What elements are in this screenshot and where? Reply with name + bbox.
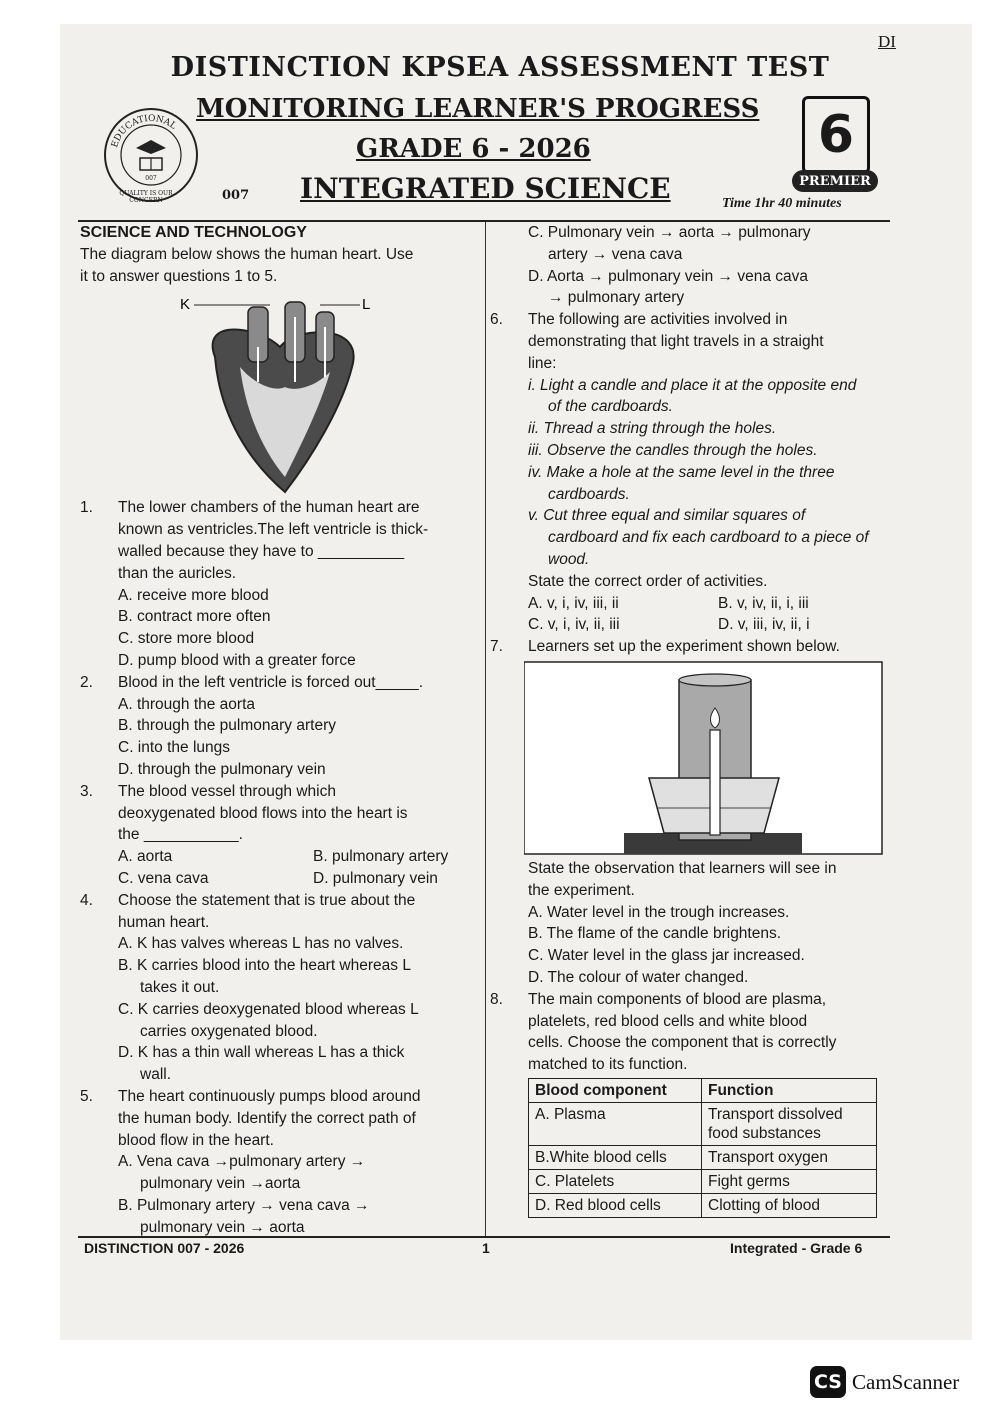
option[interactable]: B. The flame of the candle brightens. [528, 925, 782, 943]
column-header: Blood component [529, 1078, 702, 1102]
section-heading: SCIENCE AND TECHNOLOGY [80, 224, 307, 241]
table-cell: D. Red blood cells [529, 1193, 702, 1217]
question-text: human heart. [118, 913, 210, 931]
question-text: than the auricles. [118, 564, 237, 582]
options-grid [80, 868, 480, 890]
camscanner-icon: CS [810, 1366, 846, 1398]
activity-step: i. Light a candle and place it at the opposite end [528, 376, 857, 394]
blood-component-table [528, 1078, 877, 1218]
question-2 [80, 672, 480, 694]
question-4 [80, 890, 480, 934]
intro-line-1: The diagram below shows the human heart. Use [80, 245, 414, 263]
option[interactable]: A. K has valves whereas L has no valves. [118, 935, 404, 953]
activity-step: iv. Make a hole at the same level in the three [528, 463, 835, 481]
option[interactable]: B. through the pulmonary artery [118, 717, 336, 735]
question-8 [490, 989, 890, 1076]
option-continuation: wall. [140, 1066, 172, 1084]
question-7 [490, 636, 890, 658]
option-continuation: carries oxygenated blood. [140, 1022, 318, 1040]
footer-left: DISTINCTION 007 - 2026 [84, 1240, 245, 1256]
question-text: deoxygenated blood flows into the heart is [118, 804, 408, 822]
logo-tagline: QUALITY IS OUR CONCERN [119, 190, 173, 204]
grade-box: 6 [802, 96, 870, 174]
option[interactable]: C. Water level in the glass jar increased. [528, 947, 805, 965]
corner-mark: DI [878, 32, 896, 51]
question-text: the experiment. [528, 881, 635, 899]
option[interactable]: C. v, i, iv, ii, iii [528, 616, 620, 634]
footer-rule [78, 1236, 890, 1238]
option[interactable]: C. store more blood [118, 630, 255, 648]
question-text: The lower chambers of the human heart are [118, 499, 420, 517]
premier-badge: PREMIER [792, 170, 878, 192]
label-l: L [362, 296, 371, 314]
question-number: 2. [80, 673, 93, 691]
table-cell: Transport oxygen [702, 1145, 877, 1169]
activity-step-continuation: cardboard and fix each cardboard to a piece of [548, 529, 869, 547]
subject-title: INTEGRATED SCIENCE [300, 172, 671, 205]
question-text: State the observation that learners will see in [528, 859, 837, 877]
table-cell: Fight germs [702, 1169, 877, 1193]
option[interactable]: B. K carries blood into the heart whereas L [118, 957, 411, 975]
option[interactable]: C. K carries deoxygenated blood whereas L [118, 1000, 419, 1018]
option[interactable]: A. Vena cava →pulmonary artery → [118, 1153, 366, 1171]
question-number: 5. [80, 1087, 93, 1105]
option[interactable]: C. into the lungs [118, 739, 231, 757]
question-number: 3. [80, 782, 93, 800]
options-grid [80, 846, 480, 868]
option[interactable]: A. receive more blood [118, 586, 269, 604]
option[interactable]: D. Aorta → pulmonary vein → vena cava [528, 267, 808, 285]
option-continuation: takes it out. [140, 978, 220, 996]
option[interactable]: C. Pulmonary vein → aorta → pulmonary [528, 224, 811, 241]
question-text: cells. Choose the component that is correctly [528, 1034, 837, 1052]
question-text: demonstrating that light travels in a straight [528, 332, 824, 350]
activity-step-continuation: cardboards. [548, 485, 630, 503]
question-prompt: State the correct order of activities. [528, 572, 768, 590]
question-text: matched to its function. [528, 1056, 688, 1074]
options-grid [490, 614, 890, 636]
table-cell: B.White blood cells [529, 1145, 702, 1169]
option-continuation: artery → vena cava [548, 245, 683, 263]
question-text: walled because they have to __________ [118, 542, 405, 560]
option-continuation: → pulmonary artery [548, 289, 685, 307]
question-1 [80, 497, 480, 584]
table-row[interactable] [529, 1193, 877, 1217]
question-6 [490, 309, 890, 374]
heart-diagram [80, 287, 480, 497]
question-text: line: [528, 354, 557, 372]
option[interactable]: B. pulmonary artery [313, 848, 449, 866]
table-cell: Transport dissolved food substances [702, 1102, 877, 1145]
right-column [490, 222, 890, 1218]
logo-arc-text: EDUCATIONAL [110, 113, 178, 149]
option[interactable]: A. through the aorta [118, 695, 256, 713]
table-row[interactable] [529, 1169, 877, 1193]
time-allowed: Time 1hr 40 minutes [722, 196, 842, 211]
grade-line: GRADE 6 - 2026 [356, 134, 591, 164]
column-divider [485, 222, 486, 1236]
option[interactable]: D. The colour of water changed. [528, 968, 749, 986]
graduation-cap-icon [136, 140, 166, 154]
question-text: Blood in the left ventricle is forced out_____. [118, 673, 424, 691]
option[interactable]: B. Pulmonary artery → vena cava → [118, 1196, 370, 1214]
exam-title: DISTINCTION KPSEA ASSESSMENT TEST [170, 52, 830, 83]
column-header: Function [702, 1078, 877, 1102]
activity-step-continuation: of the cardboards. [548, 398, 673, 416]
question-text: blood flow in the heart. [118, 1131, 274, 1149]
option[interactable]: A. Water level in the trough increases. [528, 903, 790, 921]
page-number: 1 [482, 1240, 490, 1256]
question-number: 7. [490, 638, 503, 656]
question-text: The following are activities involved in [528, 311, 788, 329]
question-text: The main components of blood are plasma, [528, 990, 827, 1008]
table-header-row [529, 1078, 877, 1102]
camscanner-watermark [810, 1366, 959, 1398]
option[interactable]: B. v, iv, ii, i, iii [718, 594, 809, 612]
options-grid [490, 593, 890, 615]
question-text: the ___________. [118, 826, 243, 844]
question-number: 1. [80, 499, 93, 517]
option[interactable]: A. aorta [118, 848, 173, 866]
option-continuation: pulmonary vein →aorta [140, 1175, 301, 1193]
option[interactable]: A. v, i, iv, iii, ii [528, 594, 619, 612]
question-number: 6. [490, 311, 503, 329]
question-text: Learners set up the experiment shown below. [528, 638, 840, 656]
option[interactable]: D. K has a thin wall whereas L has a thick [118, 1044, 405, 1062]
table-cell: A. Plasma [529, 1102, 702, 1145]
option-continuation: pulmonary vein → aorta [140, 1218, 305, 1236]
question-text: The heart continuously pumps blood around [118, 1087, 421, 1105]
activity-step: v. Cut three equal and similar squares of [528, 507, 806, 525]
question-number: 8. [490, 990, 503, 1008]
question-text: platelets, red blood cells and white blood [528, 1012, 808, 1030]
table-cell: Clotting of blood [702, 1193, 877, 1217]
table-row[interactable] [529, 1145, 877, 1169]
candle [710, 730, 720, 835]
camscanner-label: CamScanner [852, 1369, 960, 1394]
option[interactable]: C. vena cava [118, 869, 209, 887]
option[interactable]: B. contract more often [118, 608, 271, 626]
candle-experiment-diagram [524, 658, 924, 858]
question-5 [80, 1086, 480, 1151]
table-cell: C. Platelets [529, 1169, 702, 1193]
paper-code: 007 [222, 188, 250, 203]
question-text: the human body. Identify the correct path of [118, 1109, 416, 1127]
question-text: The blood vessel through which [118, 782, 336, 800]
option[interactable]: D. through the pulmonary vein [118, 760, 326, 778]
table-row[interactable] [529, 1102, 877, 1145]
question-text: Choose the statement that is true about the [118, 891, 416, 909]
option[interactable]: D. pulmonary vein [313, 869, 438, 887]
activity-step-continuation: wood. [548, 550, 590, 568]
logo-code: 007 [145, 175, 157, 182]
left-column [80, 222, 480, 1238]
question-text: known as ventricles.The left ventricle is thick- [118, 521, 429, 539]
footer-right: Integrated - Grade 6 [730, 1240, 863, 1256]
activity-step: ii. Thread a string through the holes. [528, 420, 777, 438]
label-k: K [180, 296, 191, 314]
question-number: 4. [80, 891, 93, 909]
option[interactable]: D. v, iii, iv, ii, i [718, 616, 810, 634]
activity-step: iii. Observe the candles through the holes. [528, 441, 818, 459]
option[interactable]: D. pump blood with a greater force [118, 651, 356, 669]
question-3 [80, 781, 480, 846]
intro-line-2: it to answer questions 1 to 5. [80, 267, 278, 285]
exam-subtitle: MONITORING LEARNER'S PROGRESS [196, 94, 760, 124]
